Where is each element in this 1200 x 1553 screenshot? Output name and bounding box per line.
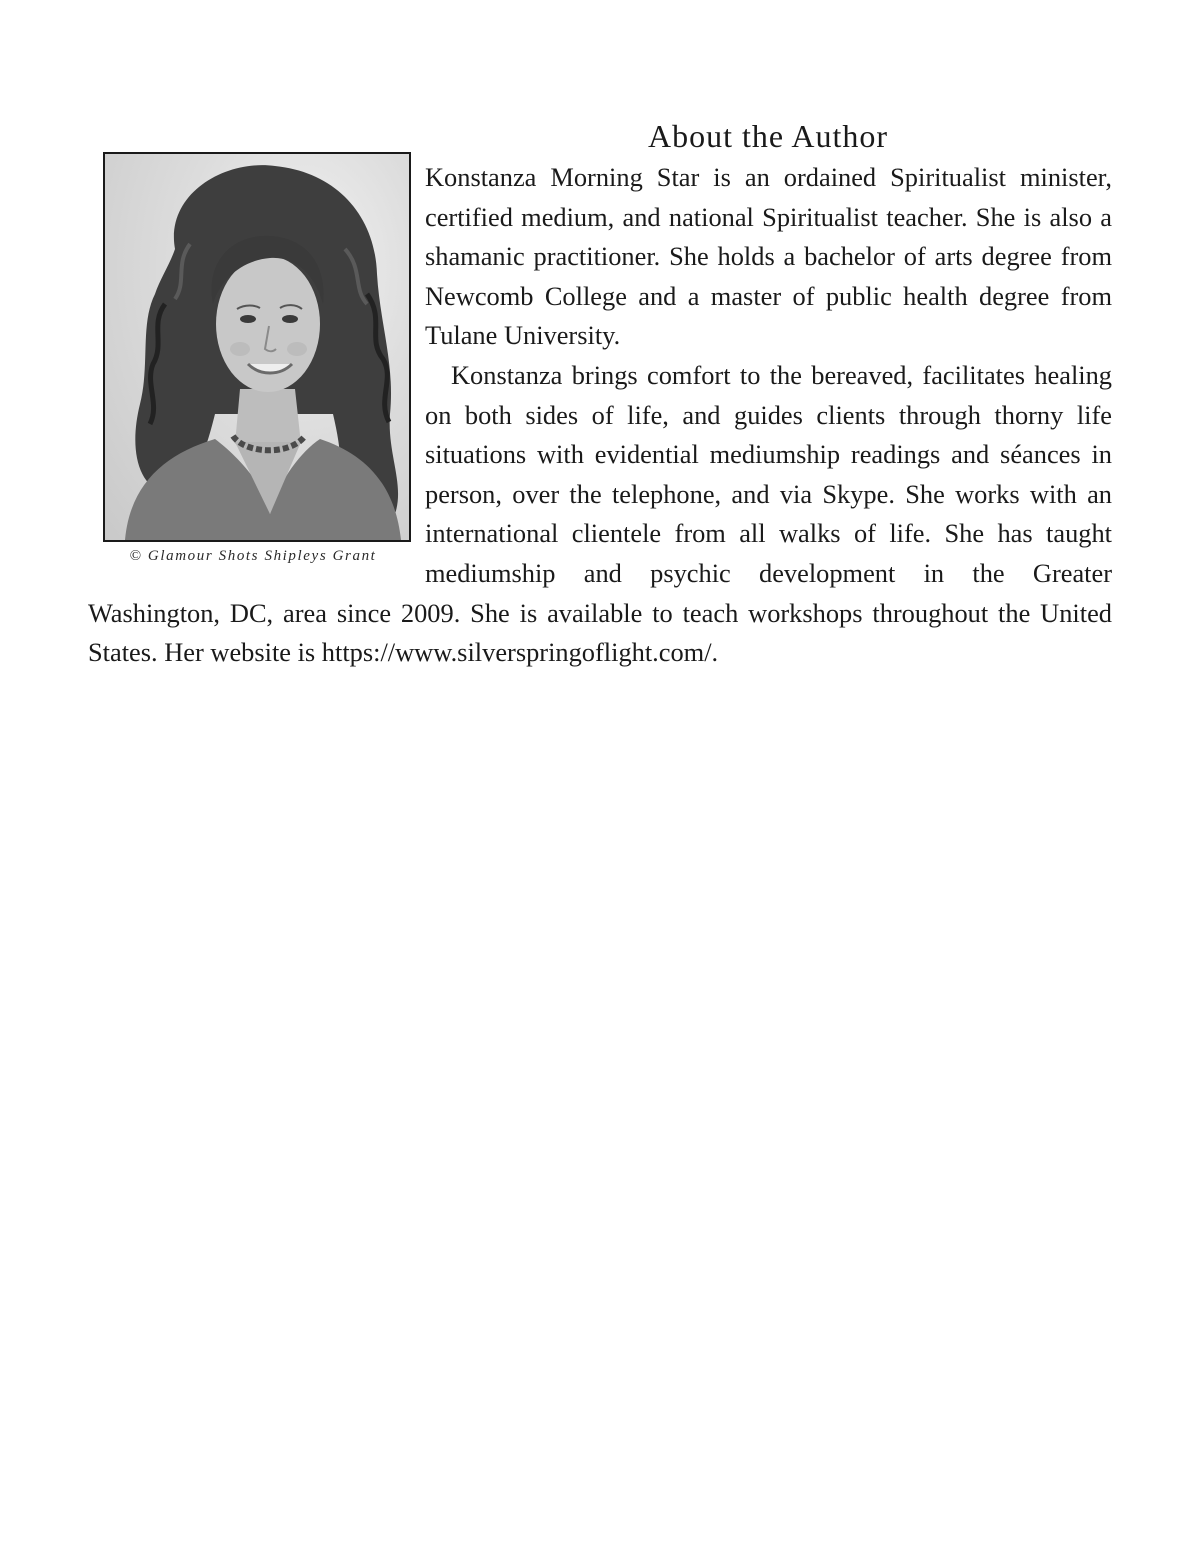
photo-credit: © Glamour Shots Shipleys Grant [129, 548, 377, 564]
photo-wrap-spacer [88, 158, 425, 589]
section-heading: About the Author [648, 118, 888, 154]
author-biography [88, 158, 1112, 673]
bio-paragraph-1: Konstanza Morning Star is an ordained Spiritualist minister, certified medium, and national Spiritualist teacher. She is also a shamanic practitioner. She holds a bachelor of arts degree from Newcomb College and a master of public health degree from Tulane University. [425, 162, 1112, 351]
bio-paragraph-2: Konstanza brings comfort to the bereaved, facilitates healing on both sides of life, and guides clients through thorny life situations with evidential mediumship readings and séances in person, over the telephone, and via Skype. She works with an international clientele from all walks of life. She has taught mediumship and psychic development in the Greater Washington, DC, area since 2009. She is available to teach workshops throughout the United States. Her website is https://www.silverspringoflight.com/. [88, 359, 1112, 668]
